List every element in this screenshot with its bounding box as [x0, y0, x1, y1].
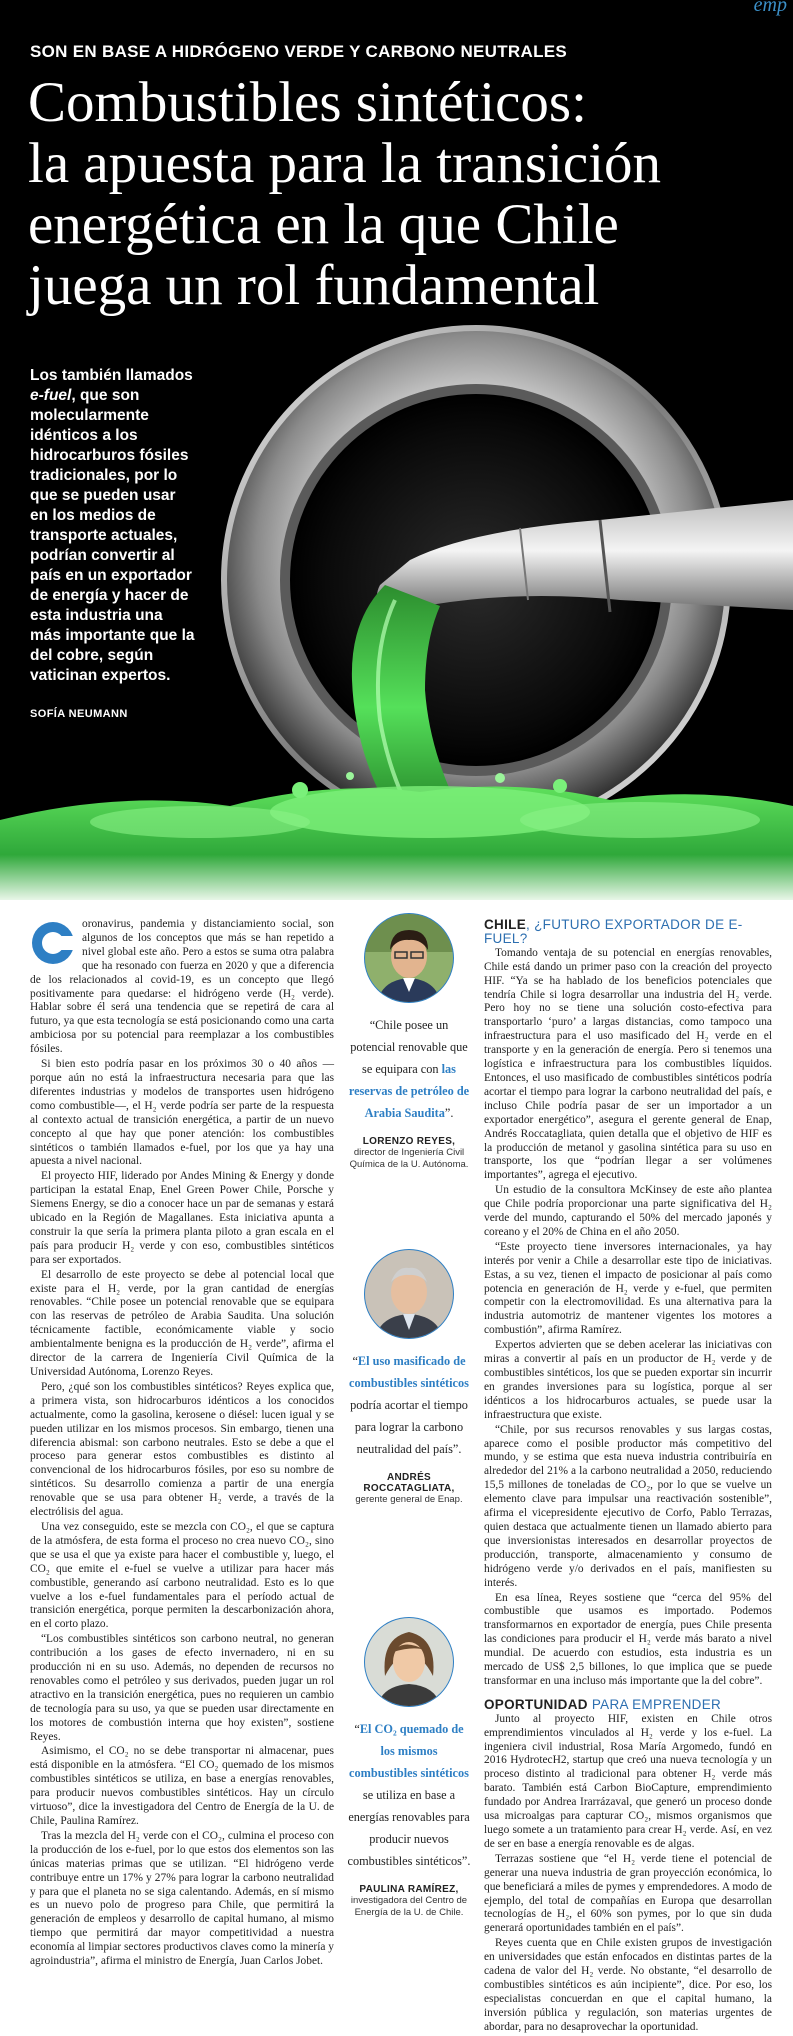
drop-cap-c-icon	[30, 920, 76, 966]
article-paragraph	[30, 918, 334, 1057]
article-paragraph: El proyecto HIF, liderado por Andes Mining & Energy y donde participan la estatal Enap, Enel Green Power Chile, Porsche y Siemens Energy, se dio a conocer hace un par de semanas y estará ubicado en la Región de Magallanes. Esta iniciativa apunta a construir la que sería la primera planta piloto a gran escala en el país para producir H₂ verde y con eso, combustibles sintéticos para ser exportados.	[30, 1170, 334, 1266]
pull-quote	[346, 1616, 472, 1918]
quote-text: “El CO₂ quemado de los mismos combustibles sintéticos se utiliza en base a energías renovables para producir nuevos combustibles sintéticos”.	[347, 1722, 471, 1868]
quote-text: “El uso masificado de combustibles sintéticos podría acortar el tiempo para lograr la carbono neutralidad del país”.	[349, 1354, 469, 1456]
article-paragraph: Expertos advierten que se deben acelerar las iniciativas con miras a convertir al país en un productor de H₂ verde y de combustibles sintéticos, los que se pueden exportar sin incurrir en grandes inversiones para su logística, porque al ser idénticos a los hidrocarburos actuales, se puede usar la infraestructura que existe.	[484, 1339, 772, 1421]
lead-text: Los también llamados	[30, 367, 193, 384]
article-paragraph: “Los combustibles sintéticos son carbono neutral, no generan contribución a los gases de efecto invernadero, ni en su producción ni en su uso. Además, no dependen de recursos no renovables como el petróleo y sus derivados, pueden jugar un rol atractivo en la transición energética, pues no requieren un cambio de tecnología para su uso, ya que se pueden usar directamente en los motores de combustión interna que hoy existen”, sostiene Reyes.	[30, 1633, 334, 1743]
article-paragraph: Reyes cuenta que en Chile existen grupos de investigación en universidades que están enfocados en distintas partes de la cadena de valor del H₂ verde. No obstante, “el desarrollo de combustibles sintéticos es aún incipiente”, dice. Por eso, los especialistas concuerdan en que el capital humano, la inversión pública y regulación, son materias urgentes de abordar, para no desaprovechar la oportunidad.	[484, 1937, 772, 2033]
article-paragraph: Un estudio de la consultora McKinsey de este año plantea que Chile podría proporcionar una parte significativa del H₂ verde del mundo, capturando el 50% del mercado japonés y coreano y el 20% de China en el año 2050.	[484, 1184, 772, 1238]
portrait-andres-roccatagliata	[363, 1248, 455, 1340]
quote-author-role: gerente general de Enap.	[355, 1494, 463, 1505]
article-paragraph: “Este proyecto tiene inversores internacionales, ya hay interés por venir a Chile a desarrollar este tipo de iniciativas. Estas, a su vez, tienen el impacto de posicionar al país como potencia en generación de H₂ verde y e-fuel, que permiten competir con la electromovilidad. Es una alternativa para la industria automotriz de mantener vigentes los motores a combustión”, afirma Ramírez.	[484, 1240, 772, 1337]
quote-author-role: director de Ingeniería Civil Química de la U. Autónoma.	[349, 1147, 469, 1170]
article-paragraph: Si bien esto podría pasar en los próximos 30 o 40 años —porque aún no está la infraestructura necesaria para que las diferentes industrias y modelos de transportes usen hidrógeno como combustible—, el H₂ verde podría ser parte de la respuesta al contexto actual de transición energética, a partir de un nuevo concepto al que hay que poner atención: los combustibles sintéticos o también llamados e-fuel, por los que ya hay una apuesta a nivel nacional.	[30, 1058, 334, 1168]
lead-paragraph	[30, 366, 196, 686]
portrait-paulina-ramirez	[363, 1616, 455, 1708]
article-paragraph: El desarrollo de este proyecto se debe al potencial local que existe para el H₂ verde, por la gran cantidad de energías renovables. “Chile posee un potencial renovable que se equipara con las reservas de petróleo de Arabia Saudita. Una solución técnicamente factible, económicamente viable y socio ambientalmente benigna es la producción de H₂ verde”, afirma el director de la carrera de Ingeniería Civil Química de la Universidad Autónoma, Lorenzo Reyes.	[30, 1268, 334, 1378]
article-paragraph: En esa línea, Reyes sostiene que “cerca del 95% del combustible que usamos es importado. Podemos transformarnos en exportador de energía, pues Chile presenta las condiciones para producir el H₂ verde más barato a nivel mundial. De acuerdo con estudios, esta industria es un mercado de US$ 2,5 billones, lo que implica que se puede transformar en una incluso más importante que la del cobre”.	[484, 1591, 772, 1687]
article-paragraph: Pero, ¿qué son los combustibles sintéticos? Reyes explica que, a primera vista, son hidrocarburos idénticos a los conocidos actualmente, como la gasolina, kerosene o diésel: lucen igual y se pueden utilizar en los mismos procesos. Sin embargo, tienen una diferencia abismal: son carbono neutrales. Esto se debe a que el proceso para generar estos combustibles es distinto al convencional de los hidrocarburos fósiles, por eso su nombre de sintéticos. Su desarrollo comienza a partir de una energía renovable que se usa para obtener H₂ verde, a través de la electrólisis del agua.	[30, 1380, 334, 1519]
byline: SOFÍA NEUMANN	[30, 708, 128, 720]
portrait-lorenzo-reyes	[363, 912, 455, 1004]
subheading-opportunity: OPORTUNIDAD PARA EMPRENDER	[484, 1696, 722, 1712]
subheading-export: CHILE, ¿FUTURO EXPORTADOR DE E-FUEL?	[484, 917, 743, 946]
headline-line: energética en la que Chile	[28, 193, 619, 256]
headline-line: juega un rol fundamental	[28, 254, 600, 317]
lead-text: , que son molecularmente idénticos a los hidrocarburos fósiles tradicionales, por lo que se pueden usar en los medios de transporte actuales, podrían convertir al país en un exportador de energía y hacer de esta industria una más importante que la del cobre, según vaticinan expertos.	[30, 387, 195, 684]
article-paragraph: Tomando ventaja de su potencial en energías renovables, Chile está dando un primer paso con la creación del proyecto HIF. “Ya se ha hablado de los beneficios potenciales que tendría Chile si logra desarrollar una industria del H₂ verde. Pero hoy no se tiene una solución costo-efectiva para transportarlo ‘puro’ a largas distancias, como tampoco una infraestructura para el uso masificado del H₂ verde en el transporte y en la generación de energía. Pero si tenemos una logística e infraestructura para los combustibles líquidos. Entonces, el uso masificado de combustibles sintéticos podría acortar el tiempo para lograr la carbono neutralidad del país, e incluso Chile podría pasar de ser un importador a un exportador energético”, asegura el gerente general de Enap, Andrés Roccatagliata, quien detalla que el objetivo de HIF es la producción de metanol y gasolina sintética para su uso en transporte, los que “podrían llegar a ser volúmenes importantes”, agrega el ejecutivo.	[484, 946, 772, 1182]
quote-text: “Chile posee un potencial renovable que se equipara con las reservas de petróleo de Arabia Saudita”.	[348, 1018, 470, 1120]
article-column-right	[484, 918, 772, 2036]
section-tag-fragment: emp	[753, 0, 787, 16]
article-paragraph: “Chile, por sus recursos renovables y sus largas costas, aparece como el posible productor más competitivo del mundo, y se estima que esta nueva industria contribuiría en alrededor del 21% a la carbono neutralidad a 2050, reduciendo 15,5 millones de toneladas de CO₂, por lo que se vuelve un elemento clave para impulsar una reactivación sostenible”, afirma el vicepresidente ejecutivo de Corfo, Pablo Terrazas, quien destaca que actualmente tienen un llamado abierto para que inversionistas interesados en desarrollar proyectos de producción, transporte, almacenamiento y consumo de hidrógeno verde y/o derivados en el país, manifiesten su interés.	[484, 1423, 772, 1589]
kicker: SON EN BASE A HIDRÓGENO VERDE Y CARBONO NEUTRALES	[30, 42, 568, 61]
quote-author: LORENZO REYES,	[362, 1136, 456, 1147]
lead-efuel-term: e-fuel	[30, 387, 72, 404]
pull-quote	[346, 912, 472, 1170]
paragraph-text: oronavirus, pandemia y distanciamiento social, son algunos de los conceptos que más se han repetido a nivel global este año. Pero a estos se suma otra palabra que ha resonado con fuerza en 2020 y que a diferencia de los relacionados al covid-19, es un concepto que llegó positivamente para quedarse: el hidrógeno verde (H₂ verde). Hablar sobre él será una tendencia que se repetirá de cara al futuro, ya que esta tecnología se está posicionando como una carta ambiciosa por su potencial para reemplazar a los combustibles fósiles.	[30, 918, 334, 1056]
article-paragraph: Junto al proyecto HIF, existen en Chile otros emprendimientos vinculados al H₂ verde y los e-fuel. La ingeniera civil industrial, Rosa María Argomedo, fundó en 2016 HydrotecH2, startup que creó una nueva tecnología y un proceso distinto al tradicional para obtener H₂ verde más barato. También está Carbon BioCapture, emprendimiento fundado por Andrea Irarrázaval, que generó un proceso donde usa microalgas para capturar CO₂, mismos organismos que luego somete a un tratamiento para crear H₂ verde. Así, en vez de ser en base a energía renovable es de algas.	[484, 1712, 772, 1850]
headline	[28, 72, 788, 316]
hero-banner	[0, 0, 793, 900]
quote-author: ANDRÉS ROCCATAGLIATA,	[363, 1472, 455, 1494]
article-paragraph: Terrazas sostiene que “el H₂ verde tiene el potencial de generar una nueva industria de gran proyección económica, lo que beneficiará a miles de pymes y emprendedores. A modo de ejemplo, del total de compañías en Europa que desarrollan tecnologías de H₂, el 60% son pymes, por lo que sin duda generará oportunidades también en el país”.	[484, 1852, 772, 1935]
headline-line: la apuesta para la transición	[28, 132, 662, 195]
article-paragraph: Asimismo, el CO₂ no se debe transportar ni almacenar, pues está disponible en la atmósfera. “El CO₂ quemado de los mismos combustibles sintéticos se utiliza, en base a energías renovables, para producir nuevos combustibles sintéticos. Hay un círculo virtuoso”, dice la investigadora del Centro de Energía de la U. de Chile, Paulina Ramírez.	[30, 1745, 334, 1827]
pull-quote	[346, 1248, 472, 1506]
headline-line: Combustibles sintéticos:	[28, 71, 587, 134]
article-paragraph: Una vez conseguido, este se mezcla con CO₂, el que se captura de la atmósfera, de esta forma el proceso no crea nuevo CO₂, sino que se usa el que ya existe para hacer el combustible y, luego, el CO₂ que emite el e-fuel se vuelve a utilizar para hacer más combustible, generando así carbono neutralidad. Esto es lo que vuelve a los e-fuel fundamentales para el período actual de transición energética, porque permiten la descarbonización ahora, en el corto plazo.	[30, 1520, 334, 1631]
article-column-left	[30, 918, 334, 1970]
quote-author: PAULINA RAMÍREZ,	[359, 1884, 459, 1895]
article-paragraph: Tras la mezcla del H₂ verde con el CO₂, culmina el proceso con la producción de los e-fuel, por lo que estos dos elementos son las únicas materias primas que se utilizan. “El hidrógeno verde contribuye entre un 17% y 27% para lograr la carbono neutralidad y para que el planeta no se siga calentando. Además, en sí mismo es un nuevo polo de progreso para Chile, que permitirá la generación de empleos y desarrollo de capital humano, al mismo tiempo que permitirá dar mayor competitividad a nuestra economía al limpiar sectores productivos claves como la minería y agroindustria”, afirma el ministro de Energía, Juan Carlos Jobet.	[30, 1829, 334, 1968]
quote-author-role: investigadora del Centro de Energía de la U. de Chile.	[350, 1895, 468, 1918]
